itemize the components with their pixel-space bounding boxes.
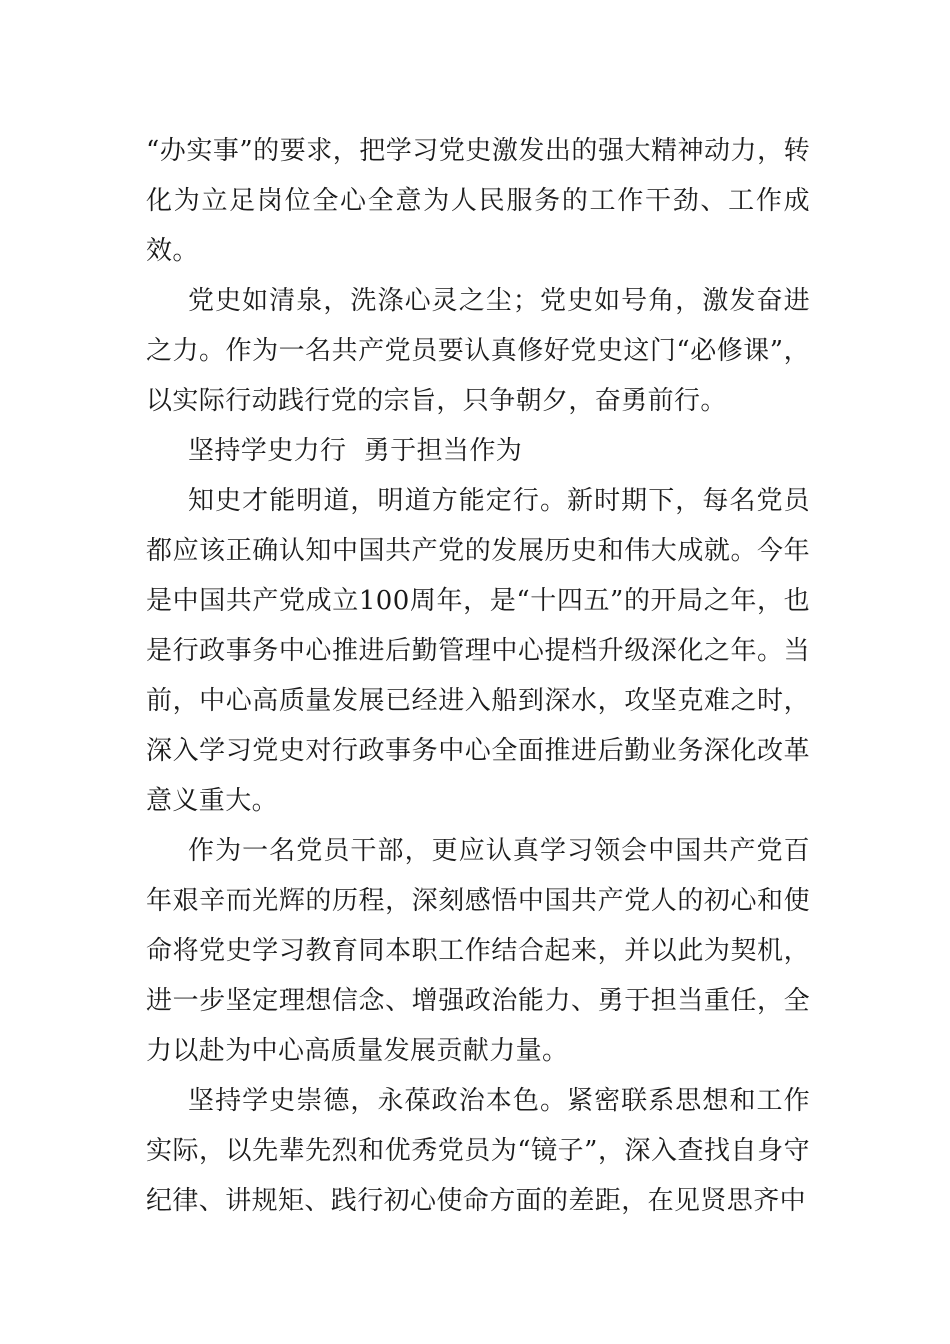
section-heading: 坚持学史力行 勇于担当作为 (188, 436, 523, 466)
paragraph-party-cadre: 作为一名党员干部，更应认真学习领会中国共产党百年艰辛而光辉的历程，深刻感悟中国共产党人的初心和使命将党史学习教育同本职工作结合起来，并以此为契机，进一步坚定理想信念、增强政治能力、勇于担当重任，全力以赴为中心高质量发展贡献力量。 (146, 836, 810, 1066)
paragraph-continuation: “办实事”的要求，把学习党史激发出的强大精神动力，转化为立足岗位全心全意为人民服务的工作干劲、工作成效。 (146, 136, 810, 266)
document-body (146, 126, 810, 1226)
paragraph-know-history: 知史才能明道，明道方能定行。新时期下，每名党员都应该正确认知中国共产党的发展历史和伟大成就。今年是中国共产党成立100周年，是“十四五”的开局之年，也是行政事务中心推进后勤管理中心提档升级深化之年。当前，中心高质量发展已经进入船到深水，攻坚克难之时，深入学习党史对行政事务中心全面推进后勤业务深化改革意义重大。 (146, 486, 810, 816)
paragraph-virtue: 坚持学史崇德，永葆政治本色。紧密联系思想和工作实际，以先辈先烈和优秀党员为“镜子”，深入查找自身守纪律、讲规矩、践行初心使命方面的差距，在见贤思齐中 (146, 1086, 810, 1216)
paragraph-party-history: 党史如清泉，洗涤心灵之尘；党史如号角，激发奋进之力。作为一名共产党员要认真修好党史这门“必修课”，以实际行动践行党的宗旨，只争朝夕，奋勇前行。 (146, 286, 810, 416)
